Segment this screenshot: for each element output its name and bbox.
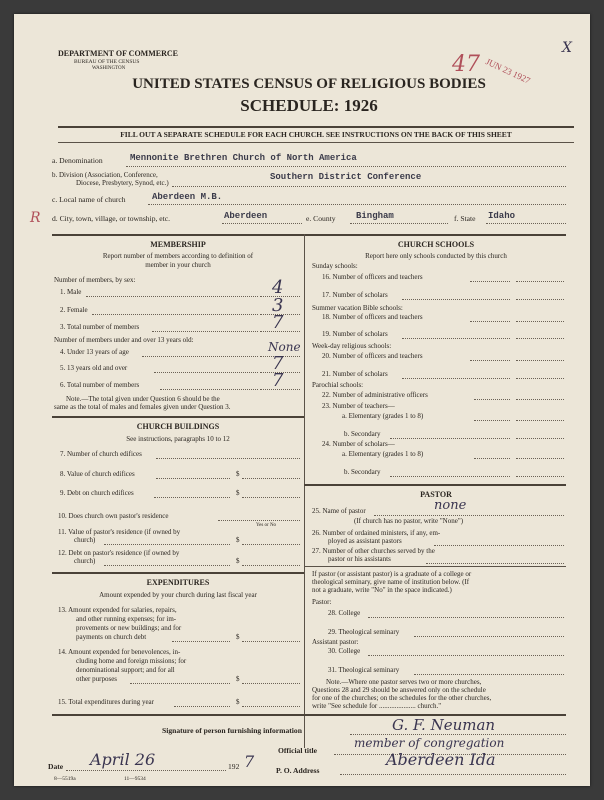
po-address-value[interactable]: Aberdeen Ida bbox=[386, 750, 496, 769]
q11-dollar: $ bbox=[236, 536, 240, 544]
q22-label: 22. Number of administrative officers bbox=[322, 391, 428, 399]
assistant-label: Assistant pastor: bbox=[312, 638, 359, 646]
instruction-banner: FILL OUT A SEPARATE SCHEDULE FOR EACH CHURCH. SEE INSTRUCTIONS ON THE BACK OF THIS SHEET bbox=[120, 130, 512, 139]
church-name-value[interactable]: Aberdeen M.B. bbox=[152, 192, 223, 202]
q29-label: 29. Theological seminary bbox=[328, 628, 400, 636]
official-title-value[interactable]: member of congregation bbox=[354, 736, 505, 750]
q24b-label: b. Secondary bbox=[344, 468, 381, 476]
city-value[interactable]: Aberdeen bbox=[224, 211, 268, 221]
q2-value[interactable]: 3 bbox=[272, 295, 284, 316]
division-label-1: b. Division (Association, Conference, bbox=[52, 171, 158, 179]
year-digit[interactable]: 7 bbox=[244, 752, 255, 771]
q20-label: 20. Number of officers and teachers bbox=[322, 352, 423, 360]
q17-label: 17. Number of scholars bbox=[322, 291, 388, 299]
q7-label: 7. Number of church edifices bbox=[60, 450, 142, 458]
q23-label: 23. Number of teachers— bbox=[322, 402, 395, 410]
q24-label: 24. Number of scholars— bbox=[322, 440, 395, 448]
pastor-note-1: Note.—Where one pastor serves two or more churches, bbox=[326, 678, 482, 686]
q18-label: 18. Number of officers and teachers bbox=[322, 313, 423, 321]
expenditures-title: EXPENDITURES bbox=[146, 578, 210, 587]
q3-value[interactable]: 7 bbox=[272, 312, 284, 333]
schools-title: CHURCH SCHOOLS bbox=[397, 240, 475, 249]
q12-label-1: 12. Debt on pastor's residence (if owned by bbox=[58, 549, 180, 557]
q21-label: 21. Number of scholars bbox=[322, 370, 388, 378]
form-number: 8—5519a bbox=[54, 776, 76, 782]
q9-dollar: $ bbox=[236, 489, 240, 497]
q19-label: 19. Number of scholars bbox=[322, 330, 388, 338]
q13-dollar: $ bbox=[236, 633, 240, 641]
q11-label-2: church) bbox=[74, 536, 96, 544]
age-label: Number of members under and over 13 years old: bbox=[54, 336, 194, 344]
summer-label: Summer vacation Bible schools: bbox=[312, 304, 403, 312]
county-value[interactable]: Bingham bbox=[356, 211, 394, 221]
membership-title: MEMBERSHIP bbox=[150, 240, 206, 249]
state-value[interactable]: Idaho bbox=[488, 211, 516, 221]
pastor-sub-label: Pastor: bbox=[312, 598, 332, 606]
margin-mark: R bbox=[30, 210, 41, 226]
po-address-label: P. O. Address bbox=[276, 766, 320, 775]
q6-value[interactable]: 7 bbox=[272, 370, 284, 391]
signature-value[interactable]: G. F. Neuman bbox=[392, 716, 496, 734]
q23b-label: b. Secondary bbox=[344, 430, 381, 438]
by-sex-label: Number of members, by sex: bbox=[54, 276, 136, 284]
buildings-sub: See instructions, paragraphs 10 to 12 bbox=[126, 435, 230, 443]
q16-label: 16. Number of officers and teachers bbox=[322, 273, 423, 281]
q25-value[interactable]: none bbox=[434, 498, 467, 513]
q1-value[interactable]: 4 bbox=[272, 277, 284, 298]
received-date-stamp: JUN 23 1927 bbox=[484, 56, 532, 86]
expenditures-sub: Amount expended by your church during last fiscal year bbox=[99, 591, 257, 599]
form-title: UNITED STATES CENSUS OF RELIGIOUS BODIES bbox=[132, 76, 486, 92]
q13-label-1: 13. Amount expended for salaries, repairs, bbox=[58, 606, 177, 614]
department-label: DEPARTMENT OF COMMERCE bbox=[58, 49, 179, 58]
q11-label-1: 11. Value of pastor's residence (if owned by bbox=[58, 528, 181, 536]
stamp-number: 47 bbox=[452, 52, 480, 77]
schedule-title: SCHEDULE: 1926 bbox=[240, 96, 378, 115]
q30-label: 30. College bbox=[328, 647, 361, 655]
q14-label-2: cluding home and foreign missions; for bbox=[76, 657, 187, 665]
q26-label-1: 26. Number of ordained ministers, if any, em- bbox=[312, 529, 441, 537]
official-title-label: Official title bbox=[278, 746, 318, 755]
q14-label-1: 14. Amount expended for benevolences, in- bbox=[58, 648, 181, 656]
denomination-label: a. Denomination bbox=[52, 156, 103, 165]
pastor-intro-1: If pastor (or assistant pastor) is a graduate of a college or bbox=[312, 570, 472, 578]
division-value[interactable]: Southern District Conference bbox=[270, 172, 422, 182]
county-label: e. County bbox=[306, 214, 336, 223]
corner-mark: X bbox=[562, 40, 572, 56]
q24a-label: a. Elementary (grades 1 to 8) bbox=[342, 450, 424, 458]
print-number: 11—9534 bbox=[124, 776, 146, 782]
pastor-intro-2: theological seminary, give name of institution below. (If bbox=[312, 578, 470, 586]
q14-label-3: denominational support; and for all bbox=[76, 666, 175, 674]
church-name-label: c. Local name of church bbox=[52, 195, 126, 204]
division-label-2: Diocese, Presbytery, Synod, etc.) bbox=[76, 179, 169, 187]
schools-sub: Report here only schools conducted by this church bbox=[365, 252, 507, 260]
q14-label-4: other purposes bbox=[76, 675, 118, 683]
q5-label: 5. 13 years old and over bbox=[60, 364, 128, 372]
year-prefix: 192 bbox=[228, 762, 240, 771]
pastor-note-2: Questions 28 and 29 should be answered only on the schedule bbox=[312, 686, 486, 694]
date-label: Date bbox=[48, 762, 64, 771]
q3-label: 3. Total number of members bbox=[60, 323, 140, 331]
q27-label-1: 27. Number of other churches served by the bbox=[312, 547, 435, 555]
signature-label: Signature of person furnishing information bbox=[162, 726, 302, 735]
membership-note-1: Note.—The total given under Question 6 should be the bbox=[66, 395, 220, 403]
q15-dollar: $ bbox=[236, 698, 240, 706]
pastor-intro-3: not a graduate, write "No" in the space indicated.) bbox=[312, 586, 452, 594]
q8-dollar: $ bbox=[236, 470, 240, 478]
q23a-label: a. Elementary (grades 1 to 8) bbox=[342, 412, 424, 420]
q12-dollar: $ bbox=[236, 557, 240, 565]
city-label: d. City, town, village, or township, etc. bbox=[52, 214, 171, 223]
q13-label-4: payments on church debt bbox=[76, 633, 147, 641]
q6-label: 6. Total number of members bbox=[60, 381, 140, 389]
q15-label: 15. Total expenditures during year bbox=[58, 698, 154, 706]
bureau-label: BUREAU OF THE CENSUS bbox=[74, 59, 140, 65]
q13-label-2: and other running expenses; for im- bbox=[76, 615, 177, 623]
q26-label-2: ployed as assistant pastors bbox=[328, 537, 402, 545]
q27-label-2: pastor or his assistants bbox=[328, 555, 391, 563]
state-label: f. State bbox=[454, 214, 476, 223]
weekday-label: Week-day religious schools: bbox=[312, 342, 392, 350]
denomination-value[interactable]: Mennonite Brethren Church of North America bbox=[130, 153, 357, 163]
city-label: WASHINGTON bbox=[92, 66, 126, 71]
q25-label: 25. Name of pastor bbox=[312, 507, 366, 515]
census-schedule-sheet bbox=[14, 14, 590, 786]
membership-sub-1: Report number of members according to definition of bbox=[102, 252, 254, 260]
yes-no-hint: Yes or No bbox=[256, 523, 277, 528]
q1-label: 1. Male bbox=[60, 288, 82, 296]
buildings-title: CHURCH BUILDINGS bbox=[136, 422, 220, 431]
sunday-label: Sunday schools: bbox=[312, 262, 358, 270]
q10-label: 10. Does church own pastor's residence bbox=[58, 512, 169, 520]
membership-sub-2: member in your church bbox=[145, 261, 211, 269]
pastor-note-4: write "See schedule for ..................... church." bbox=[312, 702, 442, 710]
q13-label-3: provements or new buildings; and for bbox=[76, 624, 182, 632]
q4-value[interactable]: None bbox=[268, 340, 301, 354]
q5-value[interactable]: 7 bbox=[272, 353, 284, 374]
q9-label: 9. Debt on church edifices bbox=[60, 489, 134, 497]
q8-label: 8. Value of church edifices bbox=[60, 470, 135, 478]
membership-note-2: same as the total of males and females given under Question 3. bbox=[54, 403, 231, 411]
pastor-note-3: for one of the churches; on the schedules for the other churches, bbox=[312, 694, 492, 702]
q2-label: 2. Female bbox=[60, 306, 88, 314]
q28-label: 28. College bbox=[328, 609, 361, 617]
q25-note: (If church has no pastor, write "None") bbox=[354, 517, 464, 525]
q14-dollar: $ bbox=[236, 675, 240, 683]
parochial-label: Parochial schools: bbox=[312, 381, 364, 389]
q4-label: 4. Under 13 years of age bbox=[60, 348, 129, 356]
q12-label-2: church) bbox=[74, 557, 96, 565]
pastor-title: PASTOR bbox=[420, 490, 452, 499]
date-value[interactable]: April 26 bbox=[90, 750, 156, 769]
q31-label: 31. Theological seminary bbox=[328, 666, 400, 674]
